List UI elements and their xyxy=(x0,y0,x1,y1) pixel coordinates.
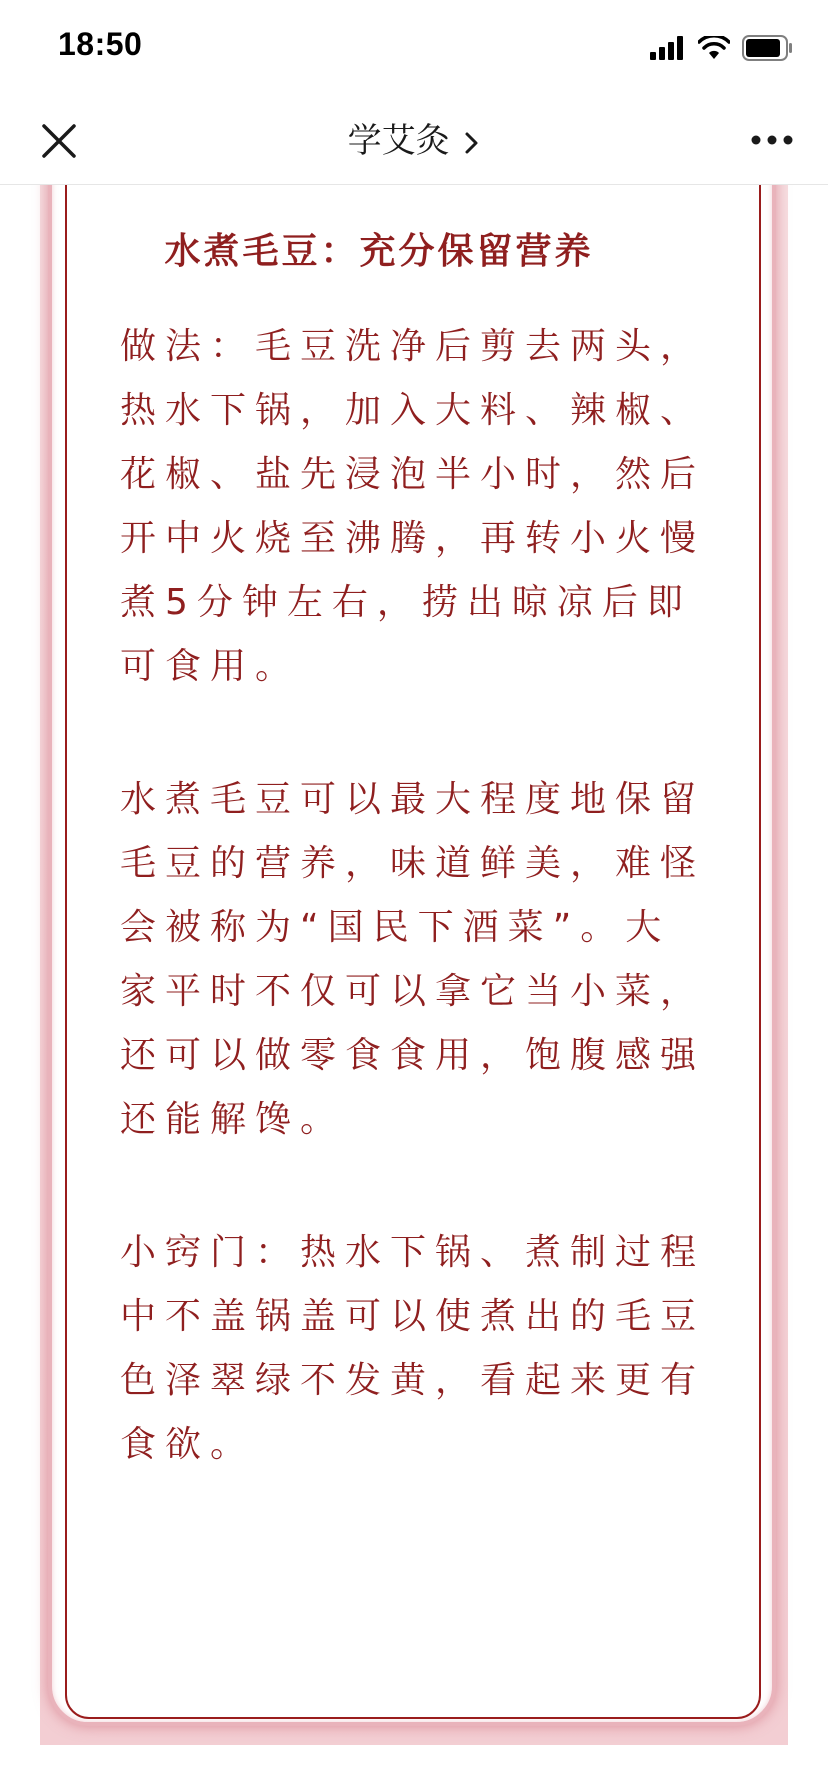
status-bar xyxy=(0,0,828,100)
nav-title[interactable] xyxy=(0,118,828,164)
article-paragraph-benefits: 水煮毛豆可以最大程度地保留毛豆的营养，味道鲜美，难怪会被称为“国民下酒菜”。大家平时不仅可以拿它当小菜，还可以做零食食用，饱腹感强还能解馋。 xyxy=(120,779,706,1140)
article-heading: 水煮毛豆：充分保留营养 xyxy=(164,231,594,272)
chevron-right-icon xyxy=(464,129,480,157)
battery-icon xyxy=(742,35,794,61)
article-paragraph-method: 做法：毛豆洗净后剪去两头，热水下锅，加入大料、辣椒、花椒、盐先浸泡半小时，然后开中火烧至沸腾，再转小火慢煮5分钟左右，捞出晾凉后即可食用。 xyxy=(120,326,706,687)
status-time: 18:50 xyxy=(58,26,143,62)
nav-title-text: 学艾灸 xyxy=(347,121,450,161)
more-icon xyxy=(750,128,794,152)
article-content[interactable] xyxy=(0,185,828,1792)
signal-icon xyxy=(650,36,686,60)
article-paragraph-tip: 小窍门：热水下锅、煮制过程中不盖锅盖可以使煮出的毛豆色泽翠绿不发黄，看起来更有食欲。 xyxy=(120,1232,706,1465)
status-icons xyxy=(650,34,794,62)
wifi-icon xyxy=(698,36,730,60)
nav-bar xyxy=(0,100,828,185)
more-button[interactable] xyxy=(750,128,794,152)
